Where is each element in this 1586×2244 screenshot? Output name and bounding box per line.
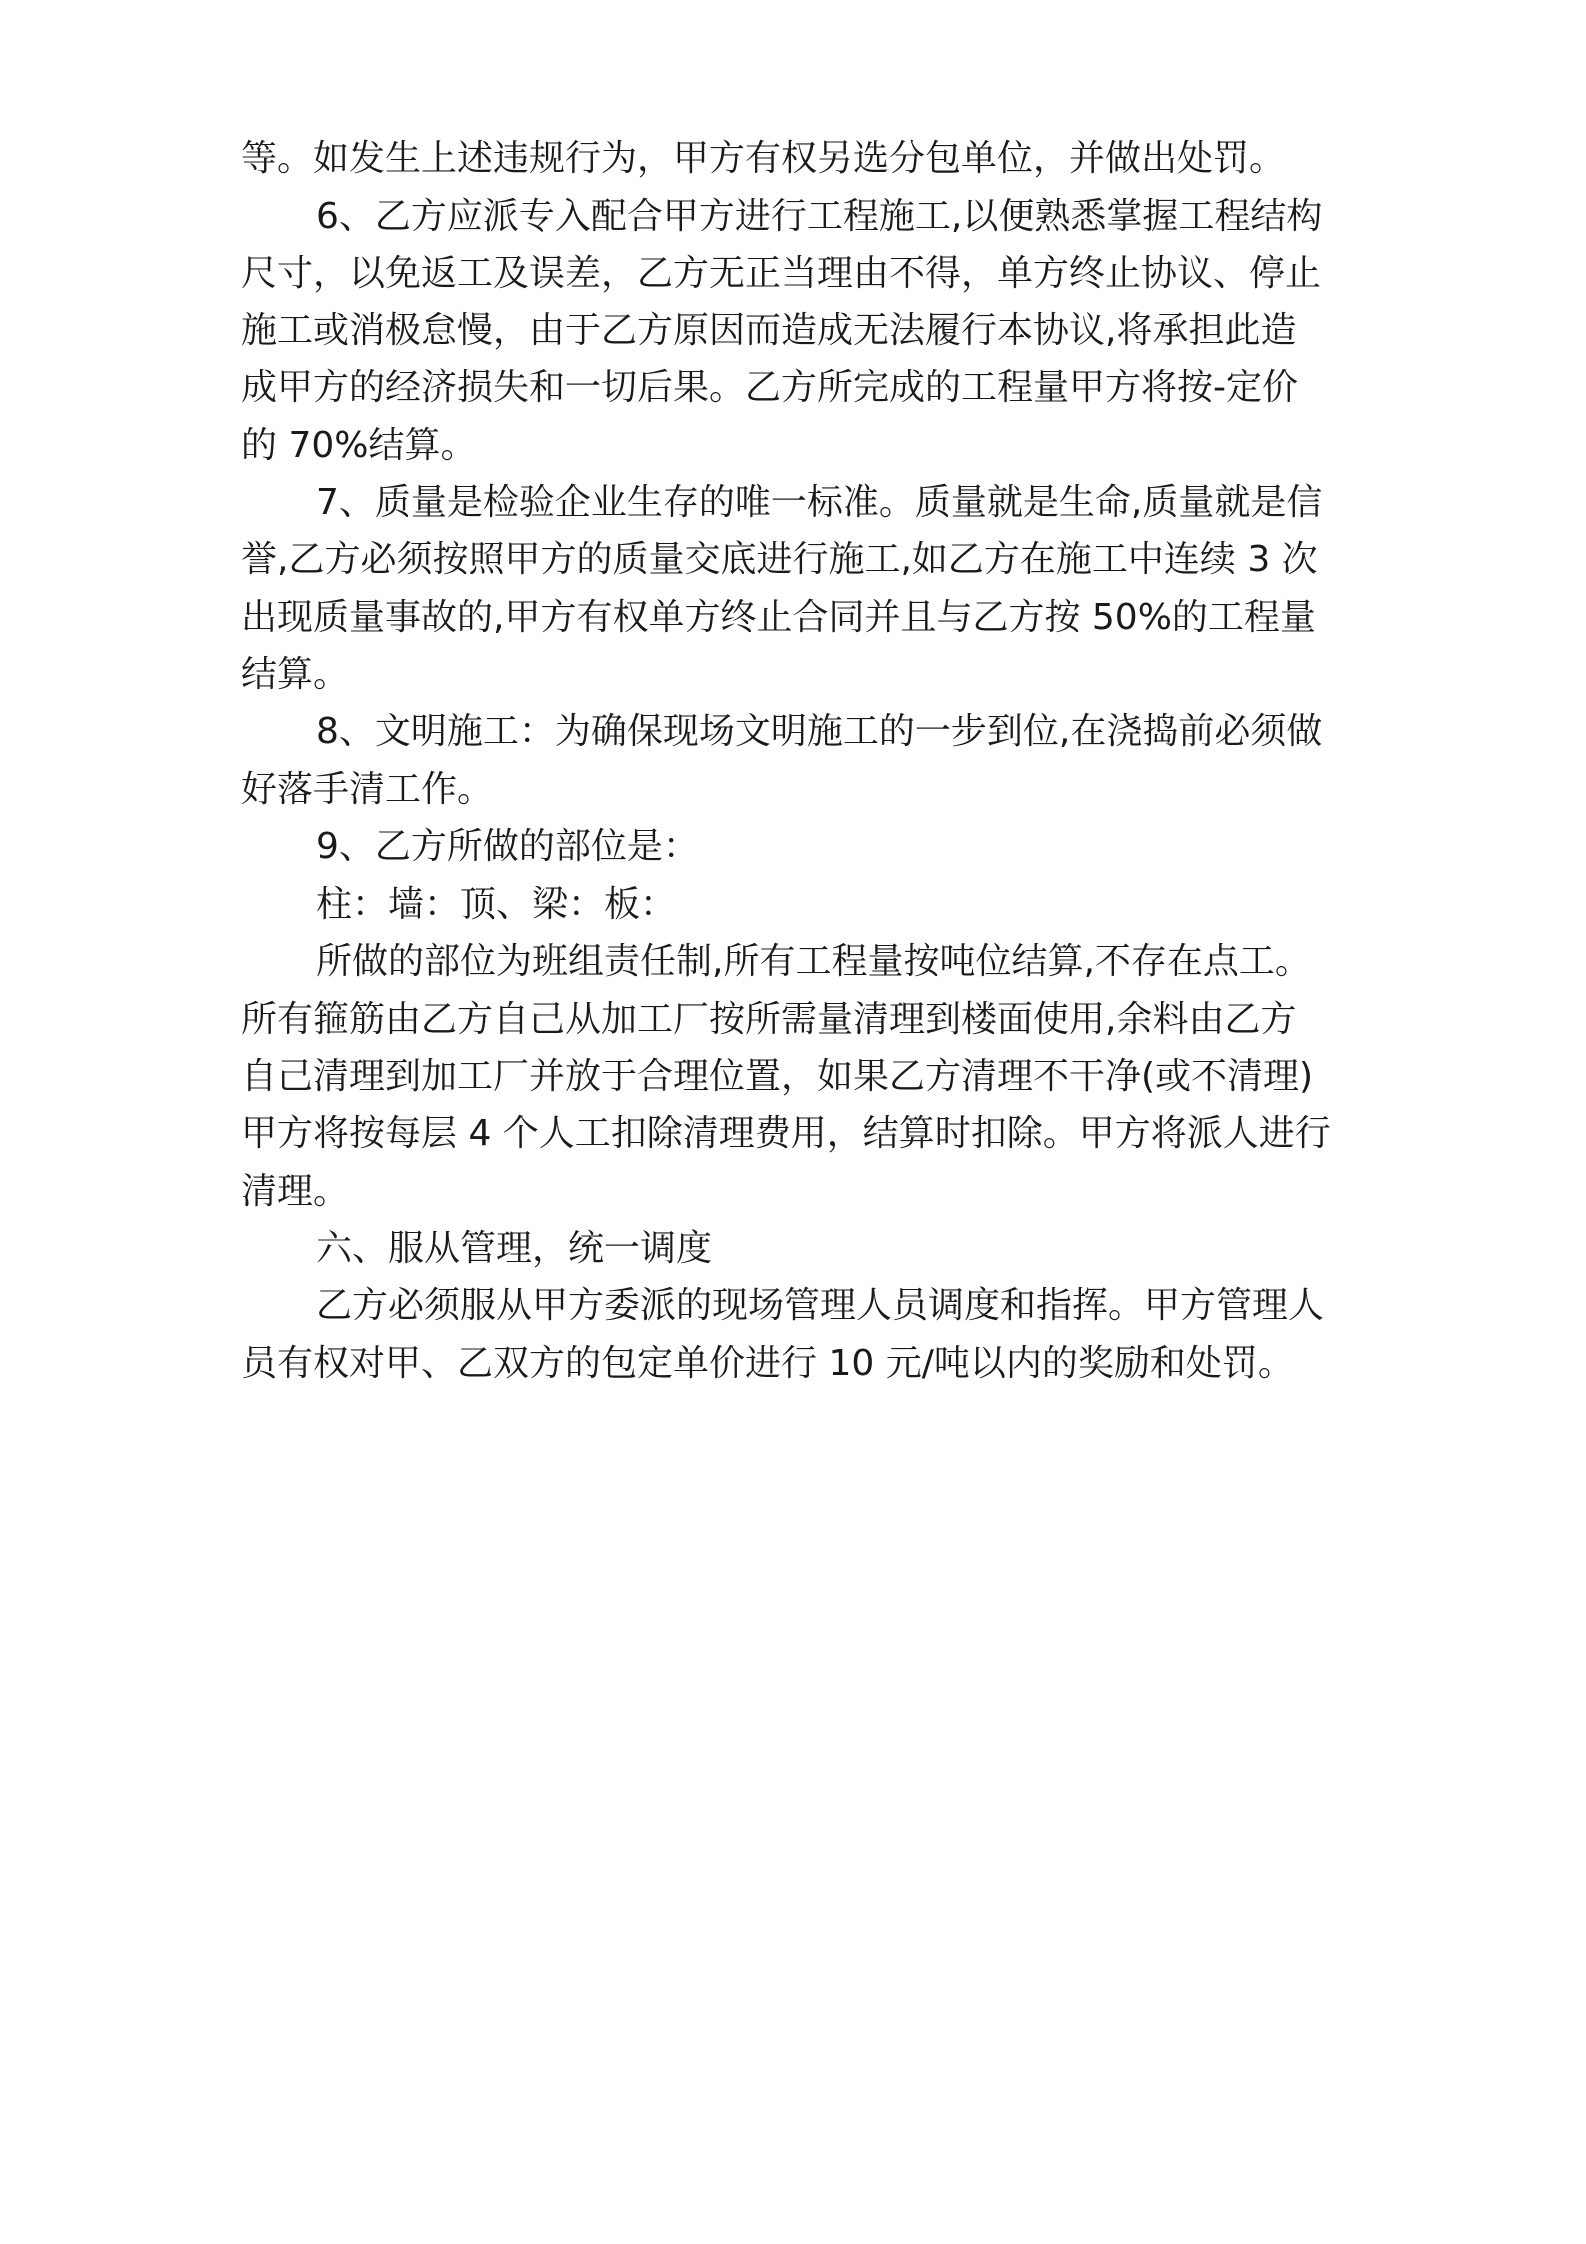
text-line: 的 70%结算。: [241, 425, 477, 466]
text-line: 柱：墙：顶、梁：板：: [316, 884, 677, 925]
text-line: 清理。: [241, 1171, 350, 1212]
text-line: 誉,乙方必须按照甲方的质量交底进行施工,如乙方在施工中连续 3 次: [241, 539, 1318, 580]
text-line: 等。如发生上述违规行为，甲方有权另选分包单位，并做出处罚。: [241, 138, 1286, 179]
text-line: 9、乙方所做的部位是：: [316, 826, 699, 867]
text-line: 员有权对甲、乙双方的包定单价进行 10 元/吨以内的奖励和处罚。: [241, 1343, 1294, 1384]
text-line: 自己清理到加工厂并放于合理位置，如果乙方清理不干净(或不清理): [241, 1056, 1314, 1097]
section-heading: 六、服从管理，统一调度: [316, 1228, 713, 1269]
text-line: 8、文明施工：为确保现场文明施工的一步到位,在浇捣前必须做: [316, 711, 1323, 752]
text-line: 所做的部位为班组责任制,所有工程量按吨位结算,不存在点工。: [316, 941, 1311, 982]
text-line: 尺寸，以免返工及误差，乙方无正当理由不得，单方终止协议、停止: [241, 253, 1322, 294]
text-line: 所有箍筋由乙方自己从加工厂按所需量清理到楼面使用,余料由乙方: [241, 999, 1297, 1040]
text-line: 好落手清工作。: [241, 769, 494, 810]
text-line: 成甲方的经济损失和一切后果。乙方所完成的工程量甲方将按-定价: [241, 367, 1298, 408]
text-line: 乙方必须服从甲方委派的现场管理人员调度和指挥。甲方管理人: [316, 1285, 1325, 1326]
text-line: 7、质量是检验企业生存的唯一标准。质量就是生命,质量就是信: [316, 482, 1323, 523]
text-line: 结算。: [241, 654, 350, 695]
text-line: 6、乙方应派专入配合甲方进行工程施工,以便熟悉掌握工程结构: [316, 196, 1323, 237]
text-line: 施工或消极怠慢，由于乙方原因而造成无法履行本协议,将承担此造: [241, 310, 1297, 351]
text-line: 甲方将按每层 4 个人工扣除清理费用，结算时扣除。甲方将派人进行: [241, 1113, 1331, 1154]
text-line: 出现质量事故的,甲方有权单方终止合同并且与乙方按 50%的工程量: [241, 597, 1316, 638]
